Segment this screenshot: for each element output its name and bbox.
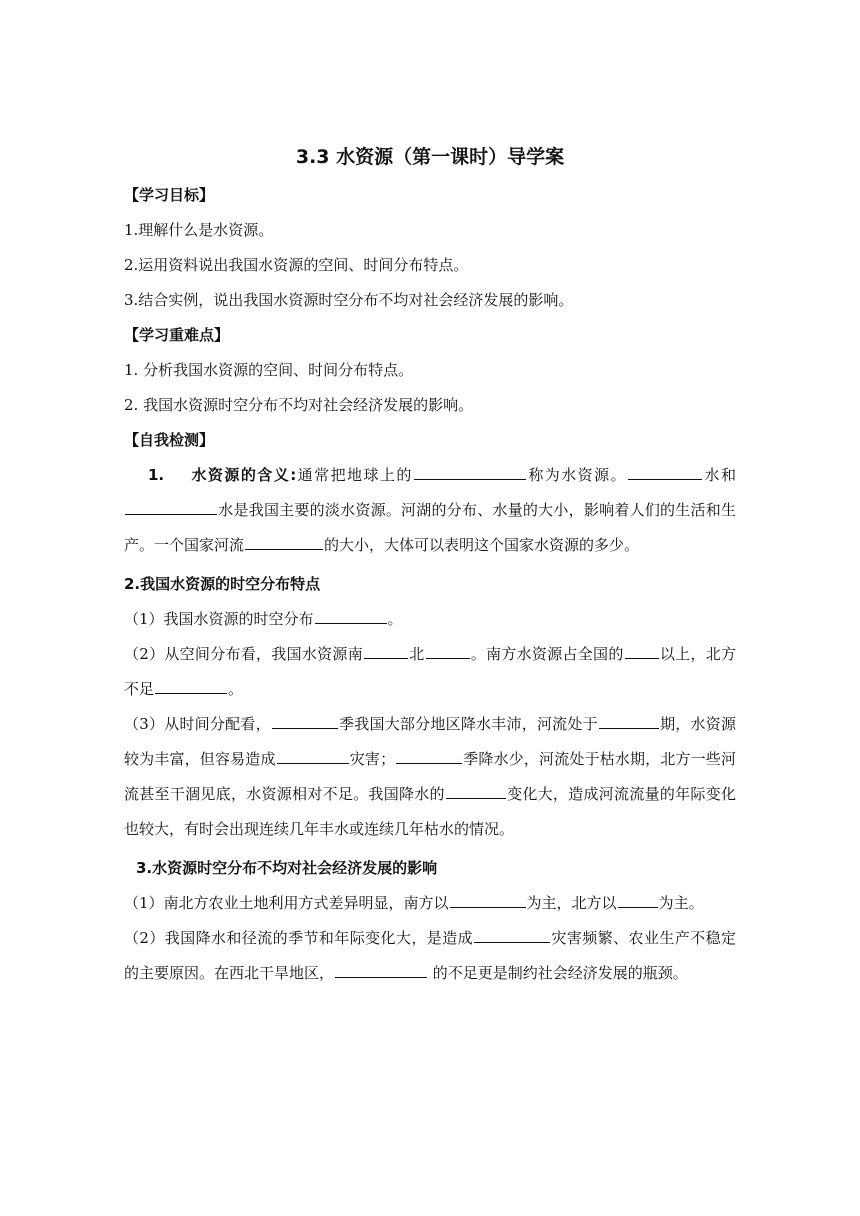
fill-blank[interactable] bbox=[599, 727, 659, 729]
page-title: 3.3 水资源（第一课时）导学案 bbox=[295, 146, 565, 168]
fill-blank[interactable] bbox=[315, 622, 387, 624]
question-2-heading: 2.我国水资源的时空分布特点 bbox=[124, 575, 321, 593]
fill-blank[interactable] bbox=[277, 762, 349, 764]
objective-item-2: 2.运用资料说出我国水资源的空间、时间分布特点。 bbox=[124, 256, 469, 274]
key-point-item-1: 1. 分析我国水资源的空间、时间分布特点。 bbox=[124, 361, 414, 379]
fill-blank[interactable] bbox=[245, 548, 323, 550]
objective-item-1: 1.理解什么是水资源。 bbox=[124, 221, 274, 239]
key-point-item-2: 2. 我国水资源时空分布不均对社会经济发展的影响。 bbox=[124, 396, 474, 414]
key-points-heading: 【学习重难点】 bbox=[124, 326, 230, 344]
objectives-heading: 【学习目标】 bbox=[124, 186, 215, 204]
question-2-part-2: （2）从空间分布看，我国水资源南 北 。南方水资源占全国的 以上，北方不足 。 bbox=[124, 645, 736, 698]
fill-blank[interactable] bbox=[450, 906, 526, 908]
question-2-part-1: （1）我国水资源的时空分布 。 bbox=[124, 610, 403, 628]
question-1-paragraph: 1. 水资源的含义:通常把地球上的 称为水资源。 水和水是我国主要的淡水资源。河湖的分布、水量的大小，影响着人们的生活和生产。一个国家河流 的大小，大体可以表明这个国家水资源的多少。 bbox=[124, 458, 736, 563]
question-3-part-1: （1）南北方农业土地利用方式差异明显，南方以 为主，北方以 为主。 bbox=[124, 894, 704, 912]
fill-blank[interactable] bbox=[155, 692, 227, 694]
question-3-heading: 3.水资源时空分布不均对社会经济发展的影响 bbox=[136, 859, 438, 877]
objective-item-3: 3.结合实例，说出我国水资源时空分布不均对社会经济发展的影响。 bbox=[124, 291, 574, 309]
fill-blank[interactable] bbox=[618, 906, 658, 908]
fill-blank[interactable] bbox=[414, 478, 526, 480]
self-check-heading: 【自我检测】 bbox=[124, 431, 215, 449]
fill-blank[interactable] bbox=[272, 727, 338, 729]
question-3-part-2: （2）我国降水和径流的季节和年际变化大，是造成 灾害频繁、农业生产不稳定的主要原因。在西北干旱地区， 的不足更是制约社会经济发展的瓶颈。 bbox=[124, 929, 736, 982]
fill-blank[interactable] bbox=[125, 513, 217, 515]
question-1-label: 水资源的含义: bbox=[190, 466, 297, 484]
fill-blank[interactable] bbox=[335, 976, 427, 978]
fill-blank[interactable] bbox=[396, 762, 462, 764]
fill-blank[interactable] bbox=[446, 797, 506, 799]
fill-blank[interactable] bbox=[628, 478, 702, 480]
question-1-number: 1. bbox=[148, 466, 165, 484]
fill-blank[interactable] bbox=[474, 941, 550, 943]
fill-blank[interactable] bbox=[364, 657, 408, 659]
question-2-part-3: （3）从时间分配看， 季我国大部分地区降水丰沛，河流处于 期，水资源较为丰富，但容易造成 灾害； 季降水少，河流处于枯水期，北方一些河流甚至干涸见底，水资源相对不足。我国降水的 变化大，造成河流流量的年际变化也较大，有时会出现连续几年丰水或连续几年枯水的情况。 bbox=[124, 715, 736, 838]
fill-blank[interactable] bbox=[426, 657, 470, 659]
fill-blank[interactable] bbox=[625, 657, 659, 659]
document-body bbox=[124, 178, 736, 991]
